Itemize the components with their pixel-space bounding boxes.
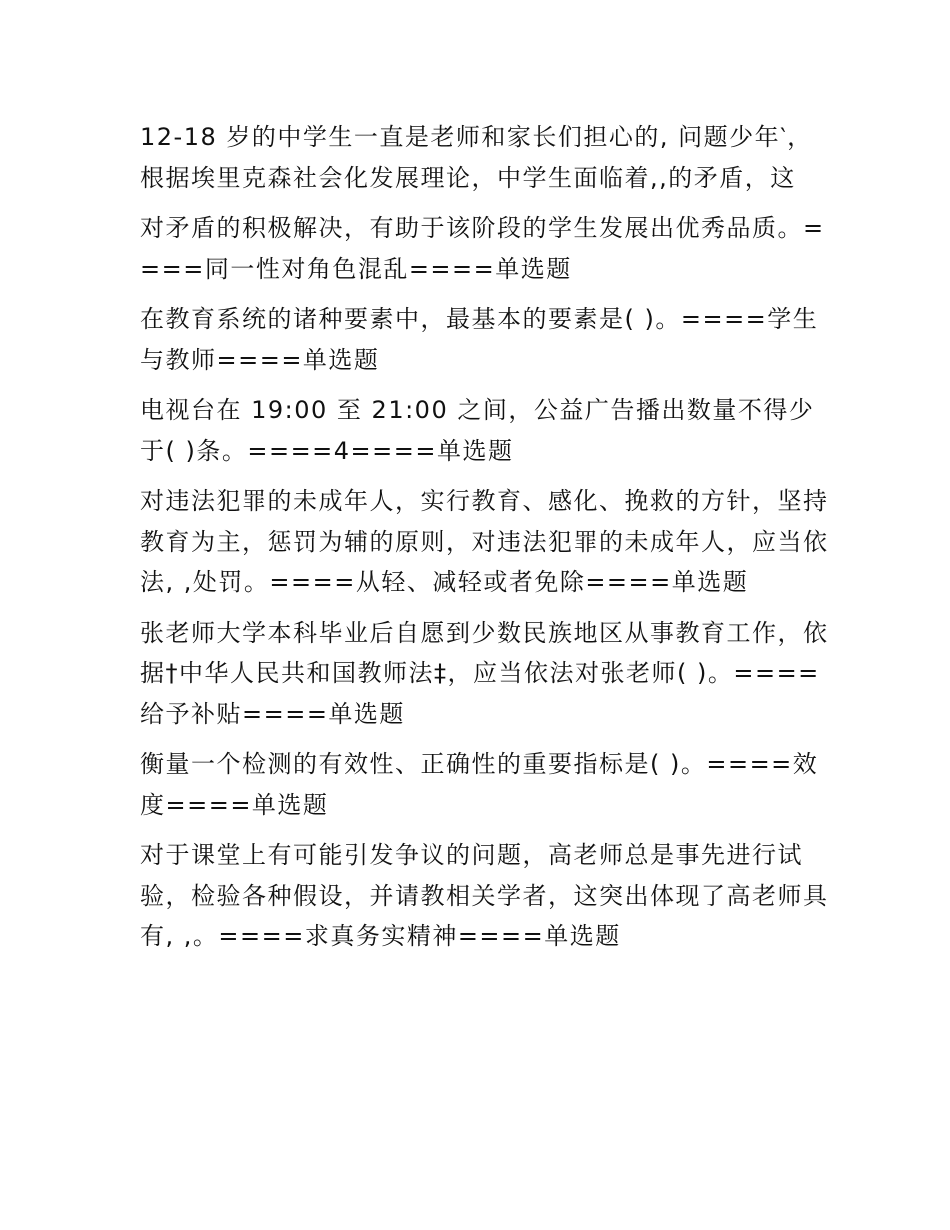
- paragraph-6: 张老师大学本科毕业后自愿到少数民族地区从事教育工作，依据†中华人民共和国教师法‡，应当依法对张老师( )。====给予补贴====单选题: [140, 618, 829, 728]
- paragraph-8: 对于课堂上有可能引发争议的问题，高老师总是事先进行试验，检验各种假设，并请教相关学者，这突出体现了高老师具有, ,。====求真务实精神====单选题: [140, 841, 829, 950]
- paragraph-1: 12-18 岁的中学生一直是老师和家长们担心的, 问题少年‵，根据埃里克森社会化发展理论，中学生面临着,,的矛盾，这: [140, 123, 813, 192]
- paragraph-5: 对违法犯罪的未成年人，实行教育、感化、挽救的方针，坚持教育为主，惩罚为辅的原则，对违法犯罪的未成年人，应当依法, ,处罚。====从轻、减轻或者免除====单选题: [140, 487, 829, 596]
- paragraph-4: 电视台在 19:00 至 21:00 之间，公益广告播出数量不得少于( )条。====4====单选题: [140, 396, 815, 465]
- paragraph-7: 衡量一个检测的有效性、正确性的重要指标是( )。====效度====单选题: [140, 750, 819, 819]
- paragraph-3: 在教育系统的诸种要素中，最基本的要素是( )。====学生与教师====单选题: [140, 305, 819, 374]
- paragraph-2: 对矛盾的积极解决，有助于该阶段的学生发展出优秀品质。====同一性对角色混乱====单选题: [140, 214, 825, 283]
- document-body: [140, 117, 830, 967]
